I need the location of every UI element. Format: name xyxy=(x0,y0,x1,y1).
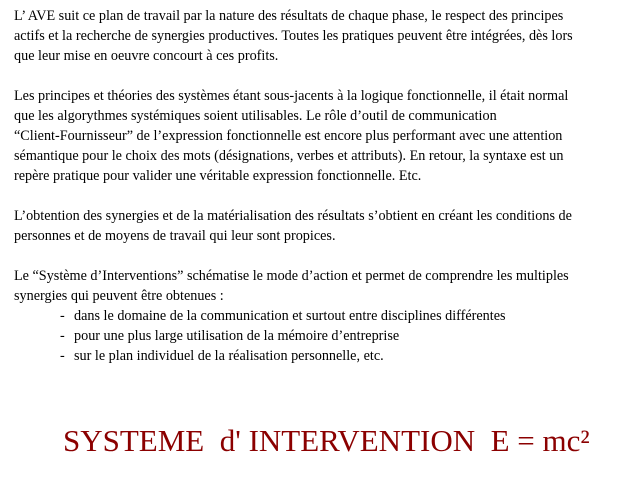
paragraph-line: Le “Système d’Interventions” schématise le mode d’action et permet de comprendre les multiples xyxy=(14,268,569,284)
bullet-text: sur le plan individuel de la réalisation personnelle, etc. xyxy=(74,348,384,364)
paragraph-line: synergies qui peuvent être obtenues : xyxy=(14,288,224,304)
bullet-dash: - xyxy=(60,308,65,324)
paragraph-line: personnes et de moyens de travail qui leur sont propices. xyxy=(14,228,336,244)
bullet-item xyxy=(60,346,614,366)
paragraph-line: sémantique pour le choix des mots (désignations, verbes et attributs). En retour, la syntaxe est un xyxy=(14,148,564,164)
synergy-bullet-list xyxy=(14,306,614,366)
bullet-dash: - xyxy=(60,348,65,364)
paragraph-line: repère pratique pour valider une véritable expression fonctionnelle. Etc. xyxy=(14,168,422,184)
bullet-dash: - xyxy=(60,328,65,344)
paragraph-systems-theory xyxy=(14,86,614,186)
bullet-item xyxy=(60,326,614,346)
paragraph-line: que les algorythmes systémiques soient utilisables. Le rôle d’outil de communication xyxy=(14,108,497,124)
paragraph-intervention-system xyxy=(14,266,614,306)
paragraph-line: Les principes et théories des systèmes étant sous-jacents à la logique fonctionnelle, il était normal xyxy=(14,88,569,104)
bullet-text: pour une plus large utilisation de la mémoire d’entreprise xyxy=(74,328,400,344)
paragraph-synergies xyxy=(14,206,614,246)
paragraph-line: L’ AVE suit ce plan de travail par la nature des résultats de chaque phase, le respect des principes xyxy=(14,8,564,24)
document-body xyxy=(14,6,614,366)
paragraph-line: que leur mise en oeuvre concourt à ces profits. xyxy=(14,48,279,64)
paragraph-line: L’obtention des synergies et de la matérialisation des résultats s’obtient en créant les conditions de xyxy=(14,208,572,224)
bullet-text: dans le domaine de la communication et surtout entre disciplines différentes xyxy=(74,308,506,324)
footer-title: SYSTEME d' INTERVENTION E = mc² xyxy=(63,423,590,458)
paragraph-line: “Client-Fournisseur” de l’expression fonctionnelle est encore plus performant avec une attention xyxy=(14,128,563,144)
bullet-item xyxy=(60,306,614,326)
paragraph-ave-plan xyxy=(14,6,614,66)
paragraph-line: actifs et la recherche de synergies productives. Toutes les pratiques peuvent être intégrées, dès lors xyxy=(14,28,573,44)
